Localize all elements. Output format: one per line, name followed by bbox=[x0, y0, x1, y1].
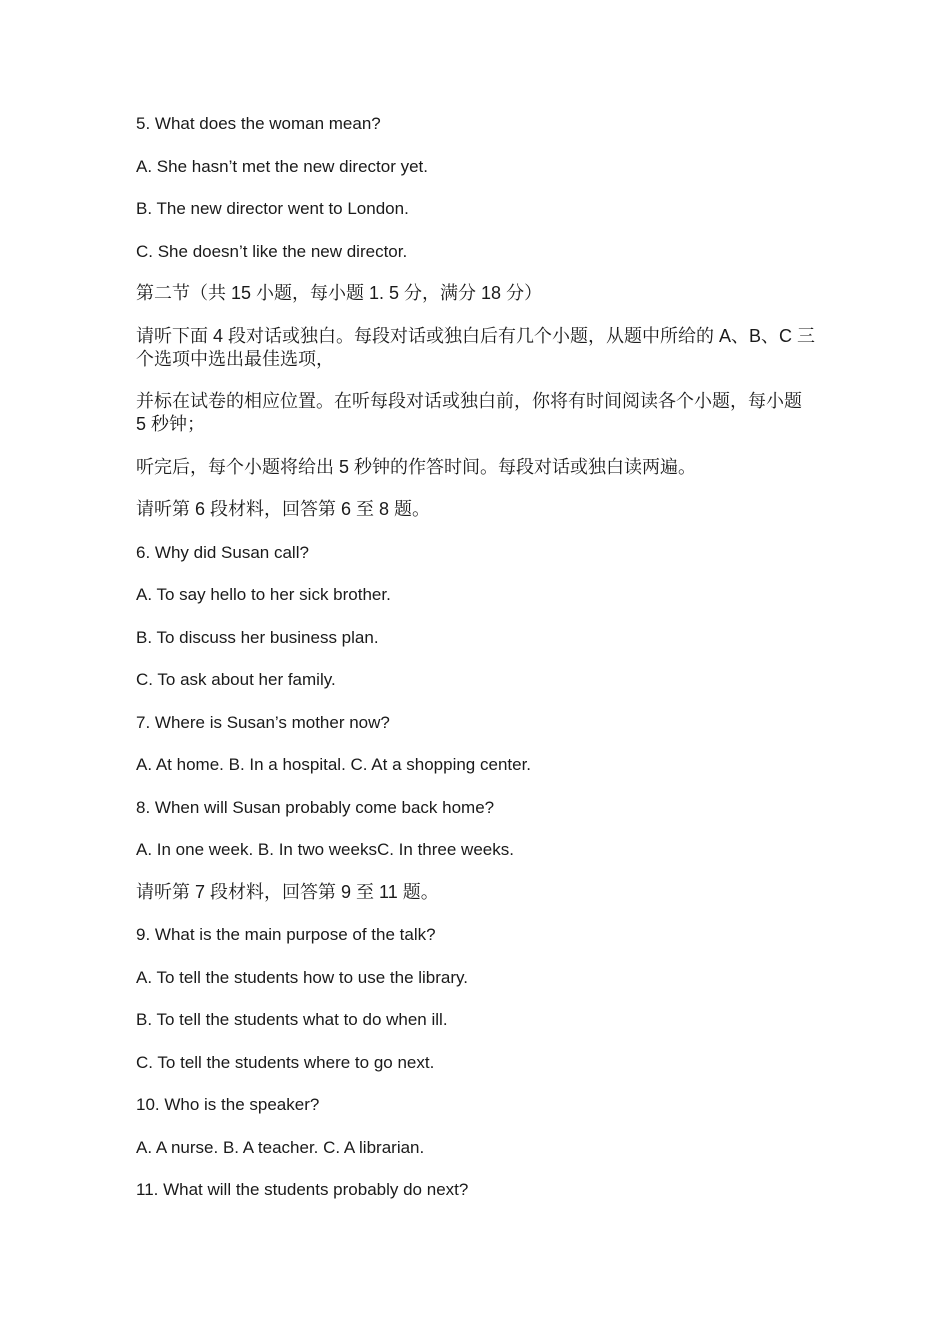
question-6-option-b: B. To discuss her business plan. bbox=[136, 627, 379, 647]
question-6-option-a: A. To say hello to her sick brother. bbox=[136, 585, 391, 604]
question-6-option-c: C. To ask about her family. bbox=[136, 670, 336, 689]
section-2-instructions-2: 并标在试卷的相应位置。在听每段对话或独白前，你将有时间阅读各个小题，每小题 5 秒钟； bbox=[136, 391, 802, 434]
section-2-instructions-3: 听完后，每个小题将给出 5 秒钟的作答时间。每段对话或独白读两遍。 bbox=[136, 456, 697, 477]
question-8-options: A. In one week. B. In two weeksC. In three weeks. bbox=[136, 840, 514, 859]
material-6-heading: 请听第 6 段材料，回答第 6 至 8 题。 bbox=[136, 499, 431, 519]
question-6: 6. Why did Susan call? bbox=[136, 542, 309, 562]
question-8: 8. When will Susan probably come back home? bbox=[136, 797, 495, 817]
question-11: 11. What will the students probably do next? bbox=[136, 1180, 469, 1199]
question-5-option-b: B. The new director went to London. bbox=[136, 199, 409, 218]
question-5-option-a: A. She hasn’t met the new director yet. bbox=[136, 156, 428, 176]
question-7: 7. Where is Susan’s mother now? bbox=[136, 712, 390, 732]
question-9: 9. What is the main purpose of the talk? bbox=[136, 925, 436, 944]
section-2-heading: 第二节（共 15 小题，每小题 1. 5 分，满分 18 分） bbox=[136, 283, 543, 303]
question-7-options: A. At home. B. In a hospital. C. At a shopping center. bbox=[136, 755, 532, 774]
question-10: 10. Who is the speaker? bbox=[136, 1095, 320, 1114]
question-10-options: A. A nurse. B. A teacher. C. A librarian. bbox=[136, 1137, 425, 1157]
document-page bbox=[136, 112, 816, 1221]
material-7-heading: 请听第 7 段材料，回答第 9 至 11 题。 bbox=[136, 881, 439, 902]
section-2-instructions-1: 请听下面 4 段对话或独白。每段对话或独白后有几个小题，从题中所给的 A、B、C 三个选项中选出最佳选项， bbox=[136, 325, 816, 369]
question-9-option-c: C. To tell the students where to go next. bbox=[136, 1052, 435, 1072]
question-5: 5. What does the woman mean? bbox=[136, 114, 381, 133]
question-5-option-c: C. She doesn’t like the new director. bbox=[136, 241, 408, 261]
question-9-option-a: A. To tell the students how to use the library. bbox=[136, 967, 468, 987]
question-9-option-b: B. To tell the students what to do when ill. bbox=[136, 1010, 448, 1029]
